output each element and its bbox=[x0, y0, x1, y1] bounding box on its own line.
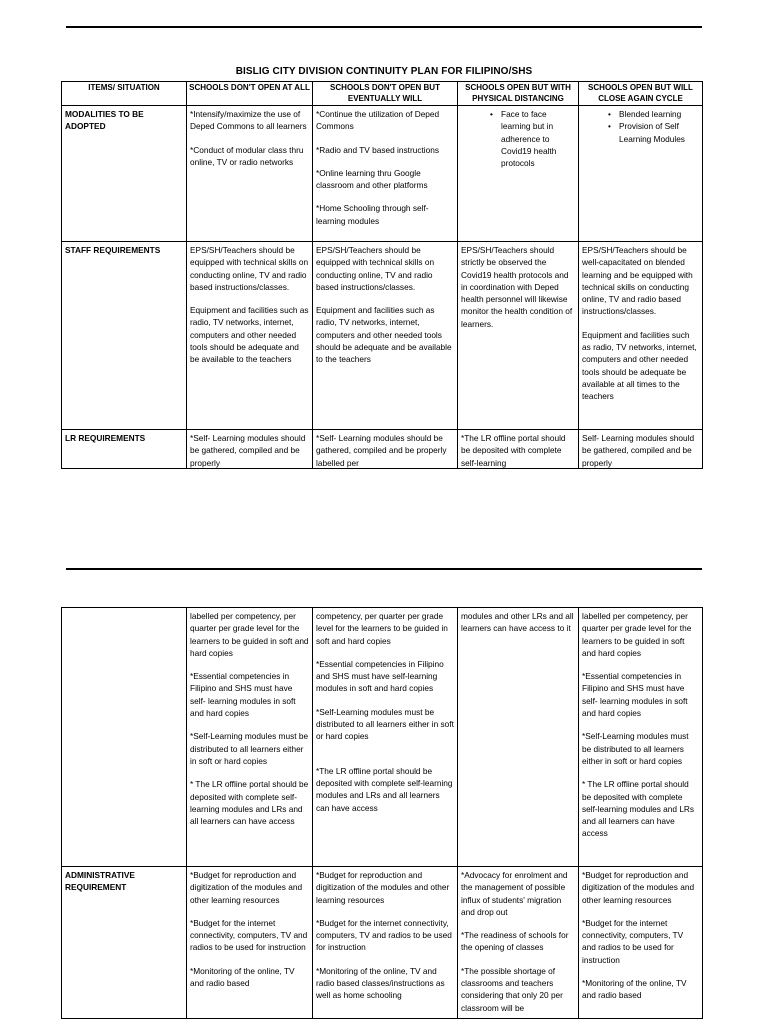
cell-paragraph: *Budget for reproduction and digitization of the modules and other learning resources bbox=[190, 870, 303, 905]
cell-paragraph: *Online learning thru Google classroom and other platforms bbox=[316, 167, 428, 191]
cell-paragraph: *Budget for the internet connectivity, computers, TV and radios to be used for instruction bbox=[316, 917, 452, 953]
cell-paragraph: *Essential competencies in Filipino and SHS must have self- learning modules in soft and hard copies bbox=[190, 671, 296, 719]
cell-paragraph: EPS/SH/Teachers should be well-capacitated on blended learning and be equipped with technical skills on conducting online, TV and radio based instructions/classes. bbox=[582, 245, 693, 317]
cell-paragraph: EPS/SH/Teachers should strictly be observed the Covid19 health protocols and in coordination with Deped health personnel will likewise monitor the health condition of learners. bbox=[461, 245, 573, 329]
bullet-item: • Provision of Self Learning Modules bbox=[619, 120, 699, 145]
bullet-item: • Blended learning bbox=[619, 108, 699, 120]
row-label-modalities: MODALITIES TO BE ADOPTED bbox=[62, 106, 187, 242]
cell-paragraph: *Intensify/maximize the use of Deped Commons to all learners bbox=[190, 109, 307, 132]
table-header-row bbox=[62, 82, 703, 106]
cell-paragraph: *The LR offline portal should be deposited with complete self-learning modules and LRs and all learners can have access bbox=[316, 765, 453, 813]
table-cell bbox=[187, 430, 313, 469]
document-title: BISLIG CITY DIVISION CONTINUITY PLAN FOR FILIPINO/SHS bbox=[235, 66, 533, 77]
cell-paragraph: *Budget for reproduction and digitization of the modules and other learning resources bbox=[316, 870, 450, 905]
cell-paragraph: *Monitoring of the online, TV and radio based bbox=[190, 965, 295, 989]
cell-paragraph: *Budget for reproduction and digitization of the modules and other learning resources bbox=[582, 870, 695, 905]
cell-paragraph: *Monitoring of the online, TV and radio based bbox=[582, 978, 687, 1001]
cell-paragraph: *Advocacy for enrolment and the management of possible influx of students' migration and drop out bbox=[461, 870, 568, 917]
cell-paragraph: *Monitoring of the online, TV and radio based classes/instructions as well as home schooling bbox=[316, 965, 445, 1001]
cell-paragraph: EPS/SH/Teachers should be equipped with technical skills on conducting online, TV and radio based instructions/classes. bbox=[316, 245, 435, 292]
cell-paragraph: * The LR offline portal should be deposited with complete self-learning modules and LRs and all learners can have access bbox=[190, 779, 309, 827]
header-items-situation: ITEMS/ SITUATION bbox=[62, 82, 187, 106]
cell-paragraph: Equipment and facilities such as radio, TV networks, internet, computers and other needed tools should be adequate and be available to the teachers bbox=[316, 305, 452, 365]
row-label-administrative: ADMINISTRATIVE REQUIREMENT bbox=[62, 867, 187, 1019]
table-cell bbox=[313, 106, 458, 242]
page2-top-rule bbox=[66, 568, 702, 570]
cell-paragraph: *The possible shortage of classrooms and teachers considering that only 20 per classroom will be bbox=[461, 965, 563, 1013]
cell-paragraph: *Self-Learning modules must be distributed to all learners either in soft or hard copies bbox=[582, 731, 689, 766]
row-label-staff: STAFF REQUIREMENTS bbox=[62, 242, 187, 430]
cell-paragraph: *Self-Learning modules must be distributed to all learners either in soft or hard copies bbox=[316, 706, 454, 742]
table-cell bbox=[458, 608, 579, 867]
header-eventually-open: SCHOOLS DON'T OPEN BUT EVENTUALLY WILL bbox=[313, 82, 458, 106]
table-row-lr bbox=[62, 430, 703, 469]
cell-paragraph: *Self- Learning modules should be gathered, compiled and be properly labelled per bbox=[316, 433, 447, 468]
page1-top-rule bbox=[66, 26, 702, 28]
row-label-lr: LR REQUIREMENTS bbox=[62, 430, 187, 469]
cell-paragraph: Self- Learning modules should be gathered, compiled and be properly bbox=[582, 433, 695, 468]
cell-paragraph: labelled per competency, per quarter per grade level for the learners to be guided in soft and hard copies bbox=[582, 611, 692, 658]
table-cell bbox=[313, 242, 458, 430]
continuity-plan-table-page2 bbox=[61, 607, 703, 1019]
table-cell bbox=[579, 867, 703, 1019]
header-dont-open: SCHOOLS DON'T OPEN AT ALL bbox=[187, 82, 313, 106]
cell-paragraph: modules and other LRs and all learners can have access to it bbox=[461, 611, 574, 634]
table-cell bbox=[579, 430, 703, 469]
cell-paragraph: *The LR offline portal should be deposited with complete self-learning bbox=[461, 433, 566, 468]
table-cell bbox=[579, 608, 703, 867]
table-cell bbox=[458, 106, 579, 242]
bullet-list bbox=[461, 108, 575, 169]
table-cell bbox=[187, 867, 313, 1019]
cell-paragraph: * The LR offline portal should be deposited with complete self-learning modules and LRs and all learners can have access bbox=[582, 779, 695, 839]
table-row-staff bbox=[62, 242, 703, 430]
table-cell bbox=[458, 242, 579, 430]
table-cell bbox=[458, 867, 579, 1019]
table-row-administrative bbox=[62, 867, 703, 1019]
cell-paragraph: *The readiness of schools for the opening of classes bbox=[461, 930, 569, 953]
cell-paragraph: *Budget for the internet connectivity, computers, TV and radios to be used for instruction bbox=[190, 917, 308, 953]
bullet-list bbox=[582, 108, 699, 145]
row-label-empty bbox=[62, 608, 187, 867]
cell-paragraph: *Continue the utilization of Deped Commons bbox=[316, 109, 440, 132]
table-row-lr-continued bbox=[62, 608, 703, 867]
cell-paragraph: labelled per competency, per quarter per grade level for the learners to be guided in soft and hard copies bbox=[190, 611, 309, 658]
cell-paragraph: competency, per quarter per grade level for the learners to be guided in soft and hard copies bbox=[316, 611, 448, 646]
table-cell bbox=[313, 608, 458, 867]
table-row-modalities bbox=[62, 106, 703, 242]
cell-paragraph: Equipment and facilities such as radio, TV networks, internet, computers and other needed tools should be adequate and be available to the teachers bbox=[190, 305, 309, 365]
table-cell bbox=[187, 608, 313, 867]
cell-paragraph: *Self- Learning modules should be gathered, compiled and be properly bbox=[190, 433, 306, 468]
cell-paragraph: *Home Schooling through self-learning modules bbox=[316, 203, 429, 226]
cell-paragraph: *Essential competencies in Filipino and SHS must have self-learning modules in soft and hard copies bbox=[316, 658, 444, 694]
table-cell bbox=[187, 106, 313, 242]
cell-paragraph: *Budget for the internet connectivity, computers, TV and radios to be used for instruction bbox=[582, 917, 684, 965]
cell-paragraph: *Self-Learning modules must be distributed to all learners either in soft or hard copies bbox=[190, 731, 309, 766]
cell-paragraph: *Conduct of modular class thru online, TV or radio networks bbox=[190, 144, 304, 167]
table-cell bbox=[458, 430, 579, 469]
cell-paragraph: *Essential competencies in Filipino and SHS must have self- learning modules in soft and hard copies bbox=[582, 671, 688, 719]
cell-paragraph: Equipment and facilities such as radio, TV networks, internet, computers and other needed tools should be adequate be available at all times to the teachers bbox=[582, 329, 697, 402]
table-cell bbox=[579, 242, 703, 430]
table-cell bbox=[187, 242, 313, 430]
bullet-item: • Face to face learning but in adherence to Covid19 health protocols bbox=[501, 108, 575, 169]
table-cell bbox=[313, 867, 458, 1019]
header-close-again: SCHOOLS OPEN BUT WILL CLOSE AGAIN CYCLE bbox=[579, 82, 703, 106]
continuity-plan-table-page1 bbox=[61, 81, 703, 469]
cell-paragraph: *Radio and TV based instructions bbox=[316, 144, 439, 155]
table-cell bbox=[579, 106, 703, 242]
header-physical-distancing: SCHOOLS OPEN BUT WITH PHYSICAL DISTANCING bbox=[458, 82, 579, 106]
table-cell bbox=[313, 430, 458, 469]
cell-paragraph: EPS/SH/Teachers should be equipped with technical skills on conducting online, TV and radio based instructions/classes. bbox=[190, 245, 309, 292]
